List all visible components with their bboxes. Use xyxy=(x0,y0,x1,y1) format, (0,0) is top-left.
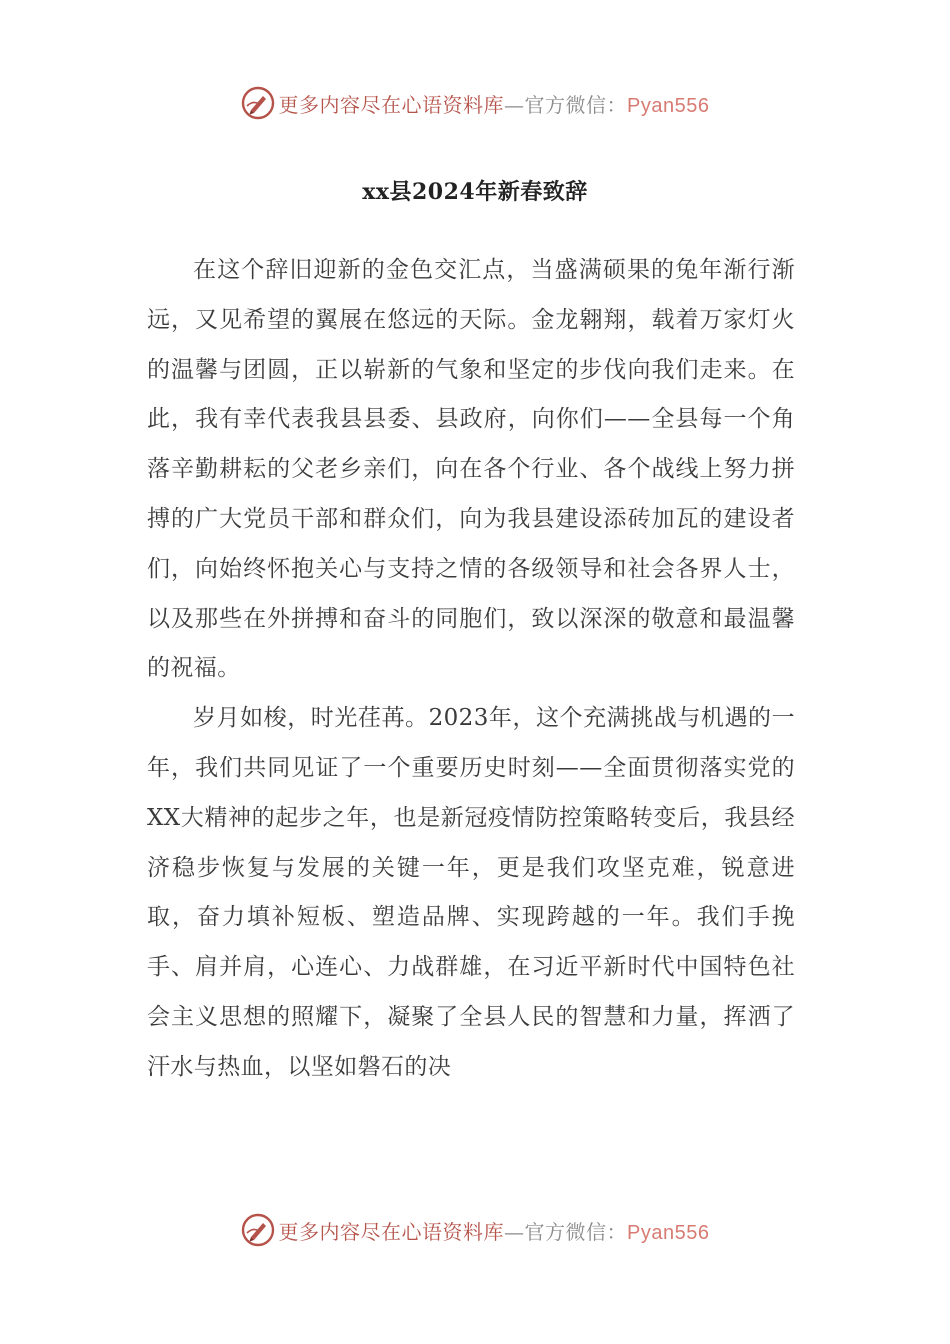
pen-logo-icon xyxy=(241,1213,275,1247)
document-body xyxy=(147,246,795,1093)
banner-brand: 更多内容尽在心语资料库 xyxy=(278,1219,505,1244)
paragraph: 岁月如梭，时光荏苒。2023年，这个充满挑战与机遇的一年，我们共同见证了一个重要历史时刻——全面贯彻落实党的XX大精神的起步之年，也是新冠疫情防控策略转变后，我县经济稳步恢复与发展的关键一年，更是我们攻坚克难，锐意进取，奋力填补短板、塑造品牌、实现跨越的一年。我们手挽手、肩并肩，心连心、力战群雄，在习近平新时代中国特色社会主义思想的照耀下，凝聚了全县人民的智慧和力量，挥洒了汗水与热血，以坚如磐石的决 xyxy=(147,705,795,1080)
banner-wechat-id: Pyan556 xyxy=(627,1221,710,1244)
paragraph: 在这个辞旧迎新的金色交汇点，当盛满硕果的兔年渐行渐远，又见希望的翼展在悠远的天际。金龙翱翔，载着万家灯火的温馨与团圆，正以崭新的气象和坚定的步伐向我们走来。在此，我有幸代表我县县委、县政府，向你们——全县每一个角落辛勤耕耘的父老乡亲们，向在各个行业、各个战线上努力拼搏的广大党员干部和群众们，向为我县建设添砖加瓦的建设者们，向始终怀抱关心与支持之情的各级领导和社会各界人士，以及那些在外拼搏和奋斗的同胞们，致以深深的敬意和最温馨的祝福。 xyxy=(147,257,795,682)
banner-text xyxy=(279,1216,710,1245)
banner-brand: 更多内容尽在心语资料库 xyxy=(278,92,505,117)
banner-wechat-label: 官方微信： xyxy=(524,92,628,117)
document-title: xx县2024年新春致辞 xyxy=(362,179,588,205)
pen-logo-icon xyxy=(241,86,275,120)
banner-wechat-id: Pyan556 xyxy=(627,94,710,117)
banner-dash: — xyxy=(504,92,525,117)
banner-dash: — xyxy=(504,1219,525,1244)
header-banner xyxy=(0,83,950,123)
banner-wechat-label: 官方微信： xyxy=(524,1219,628,1244)
banner-text xyxy=(279,89,710,118)
footer-banner xyxy=(0,1210,950,1250)
